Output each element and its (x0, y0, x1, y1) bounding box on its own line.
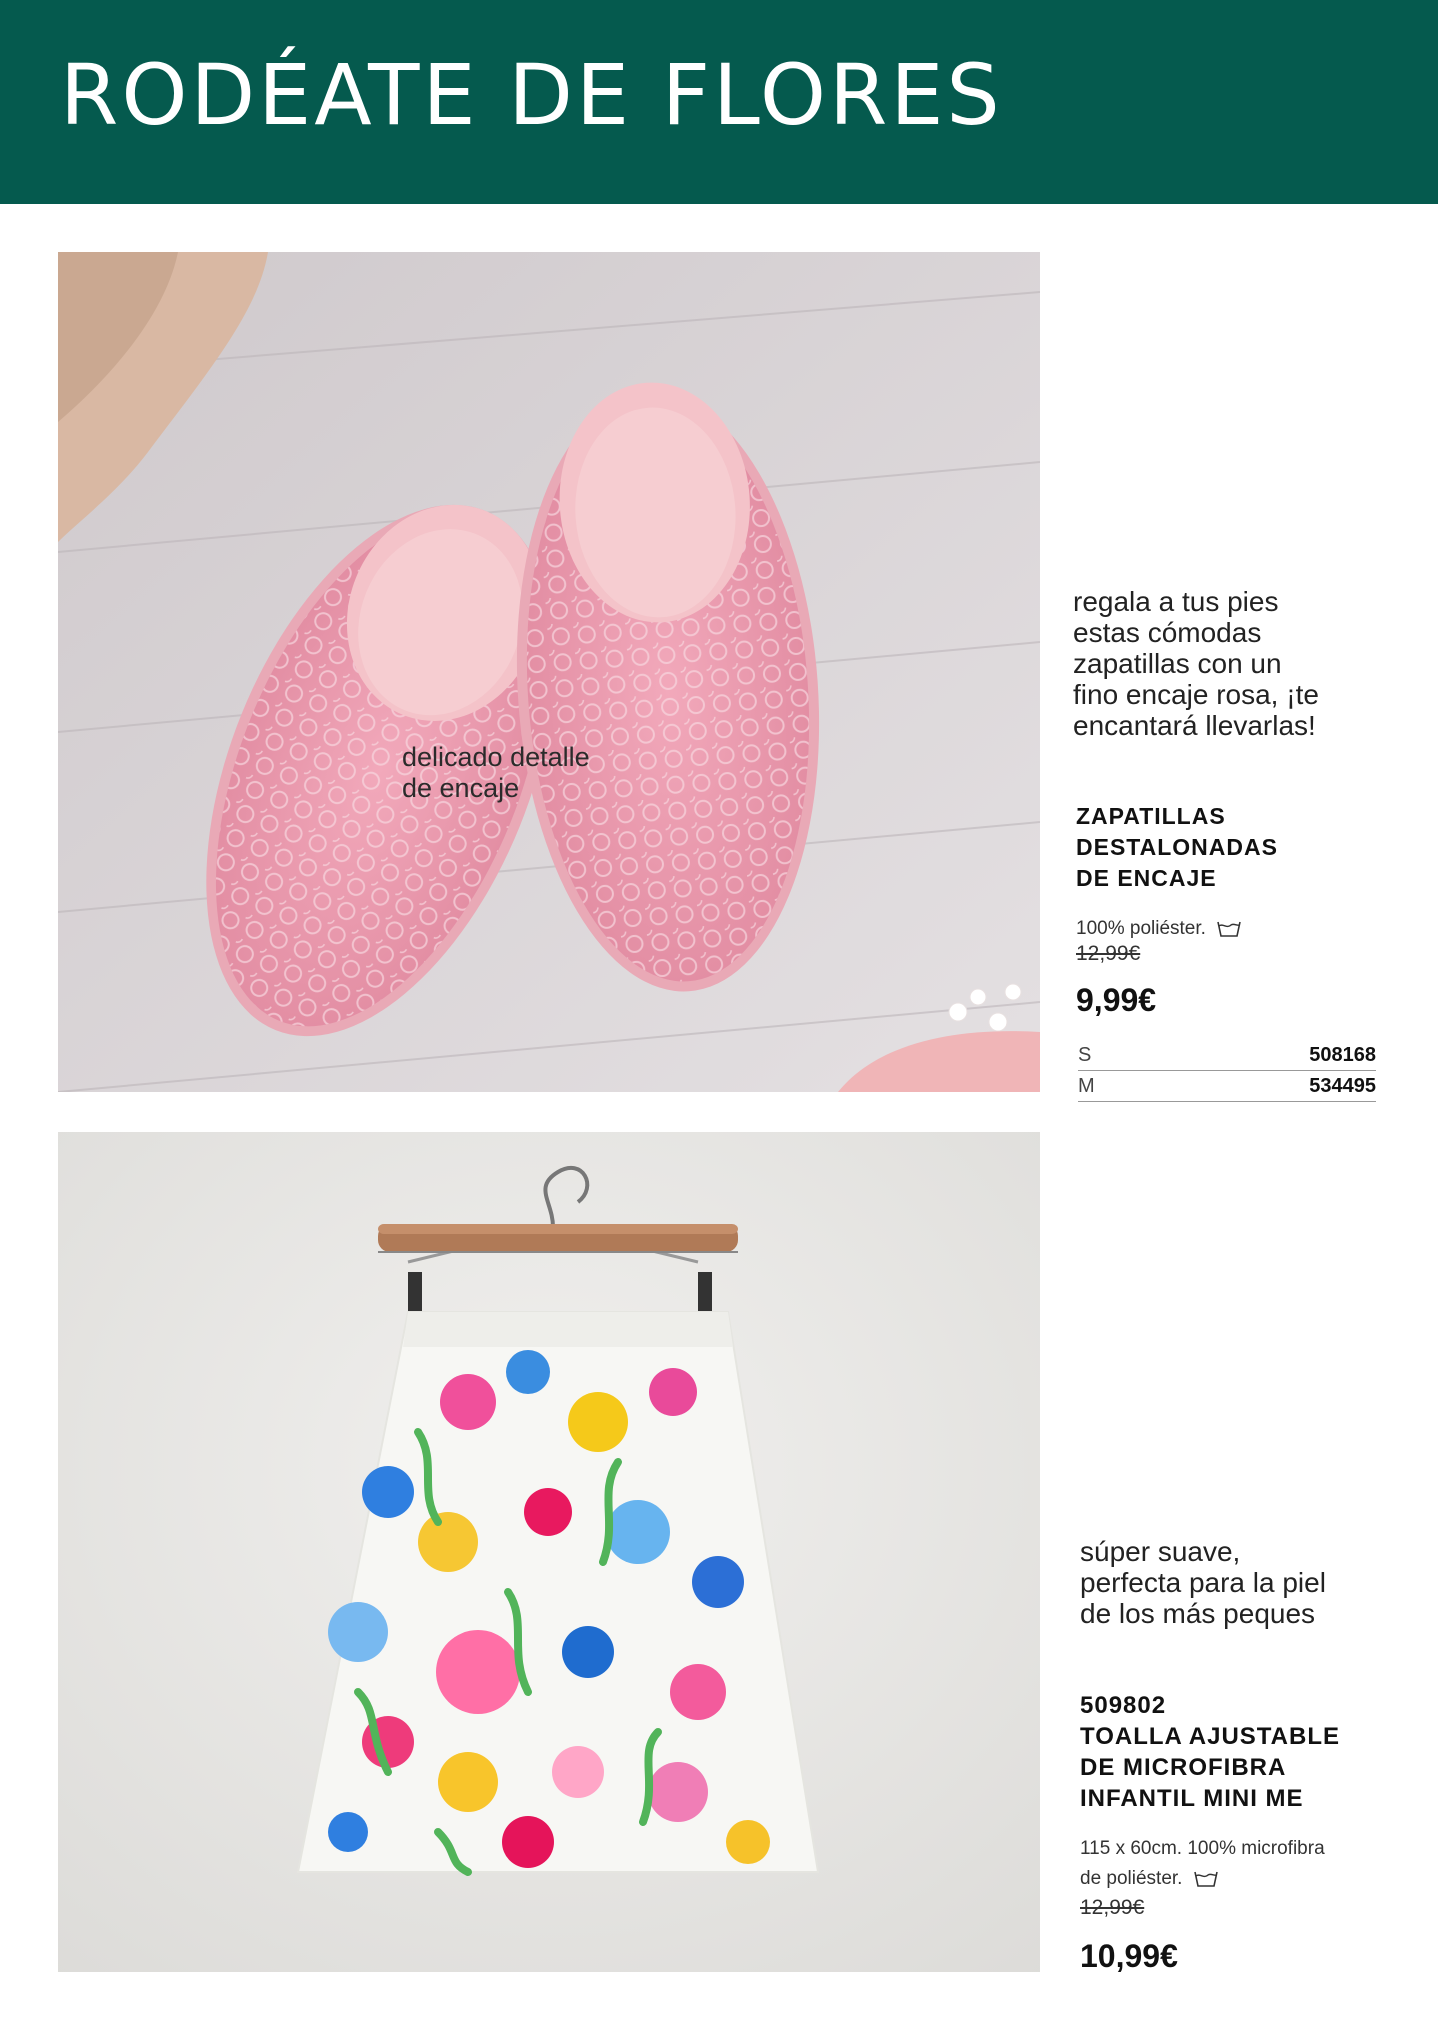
towel-old-price: 12,99€ (1080, 1896, 1145, 1919)
slippers-description (1073, 586, 1319, 741)
desc-line-1: súper suave, (1080, 1536, 1241, 1567)
washing-icon (1194, 1871, 1218, 1887)
towel-price: 10,99€ (1080, 1938, 1178, 1974)
size-ref: 508168 (1309, 1043, 1376, 1066)
size-ref: 534495 (1309, 1074, 1376, 1097)
name-line-1: TOALLA AJUSTABLE (1080, 1723, 1340, 1750)
size-row (1078, 1040, 1376, 1071)
slippers-price: 9,99€ (1076, 982, 1157, 1018)
desc-line-2: estas cómodas (1073, 617, 1262, 648)
desc-line-1: regala a tus pies (1073, 586, 1279, 617)
header-banner (0, 0, 1438, 204)
size-row (1078, 1071, 1376, 1102)
desc-line-2: perfecta para la piel (1080, 1567, 1326, 1598)
desc-line-3: zapatillas con un (1073, 648, 1282, 679)
slippers-product-name (1076, 801, 1278, 894)
desc-line-5: encantará llevarlas! (1073, 710, 1316, 741)
page-title: RODÉATE DE FLORES (60, 46, 1003, 144)
towel-details (1080, 1834, 1410, 1894)
name-line-2: DE MICROFIBRA (1080, 1754, 1287, 1781)
name-line-3: INFANTIL MINI ME (1080, 1785, 1304, 1812)
slippers-photo-caption (402, 742, 590, 804)
slippers-old-price: 12,99€ (1076, 942, 1141, 965)
slippers-photo (58, 252, 1040, 1092)
caption-line-1: delicado detalle (402, 742, 590, 772)
details-text-2: de poliéster. (1080, 1868, 1183, 1889)
name-line-3: DE ENCAJE (1076, 865, 1217, 891)
name-line-1: ZAPATILLAS (1076, 803, 1226, 829)
product-ref: 509802 (1080, 1692, 1167, 1719)
slippers-material (1076, 914, 1241, 944)
washing-icon (1217, 921, 1241, 937)
material-text: 100% poliéster. (1076, 918, 1206, 939)
slippers-size-table (1078, 1040, 1376, 1102)
details-line-1: 115 x 60cm. 100% microfibra (1080, 1838, 1325, 1859)
desc-line-4: fino encaje rosa, ¡te (1073, 679, 1319, 710)
towel-product-name (1080, 1690, 1340, 1814)
size-label: S (1078, 1043, 1092, 1066)
details-line-2 (1080, 1864, 1410, 1894)
towel-description (1080, 1536, 1326, 1629)
size-label: M (1078, 1074, 1095, 1097)
towel-photo (58, 1132, 1040, 1972)
name-line-2: DESTALONADAS (1076, 834, 1278, 860)
caption-line-2: de encaje (402, 773, 520, 803)
desc-line-3: de los más peques (1080, 1598, 1316, 1629)
